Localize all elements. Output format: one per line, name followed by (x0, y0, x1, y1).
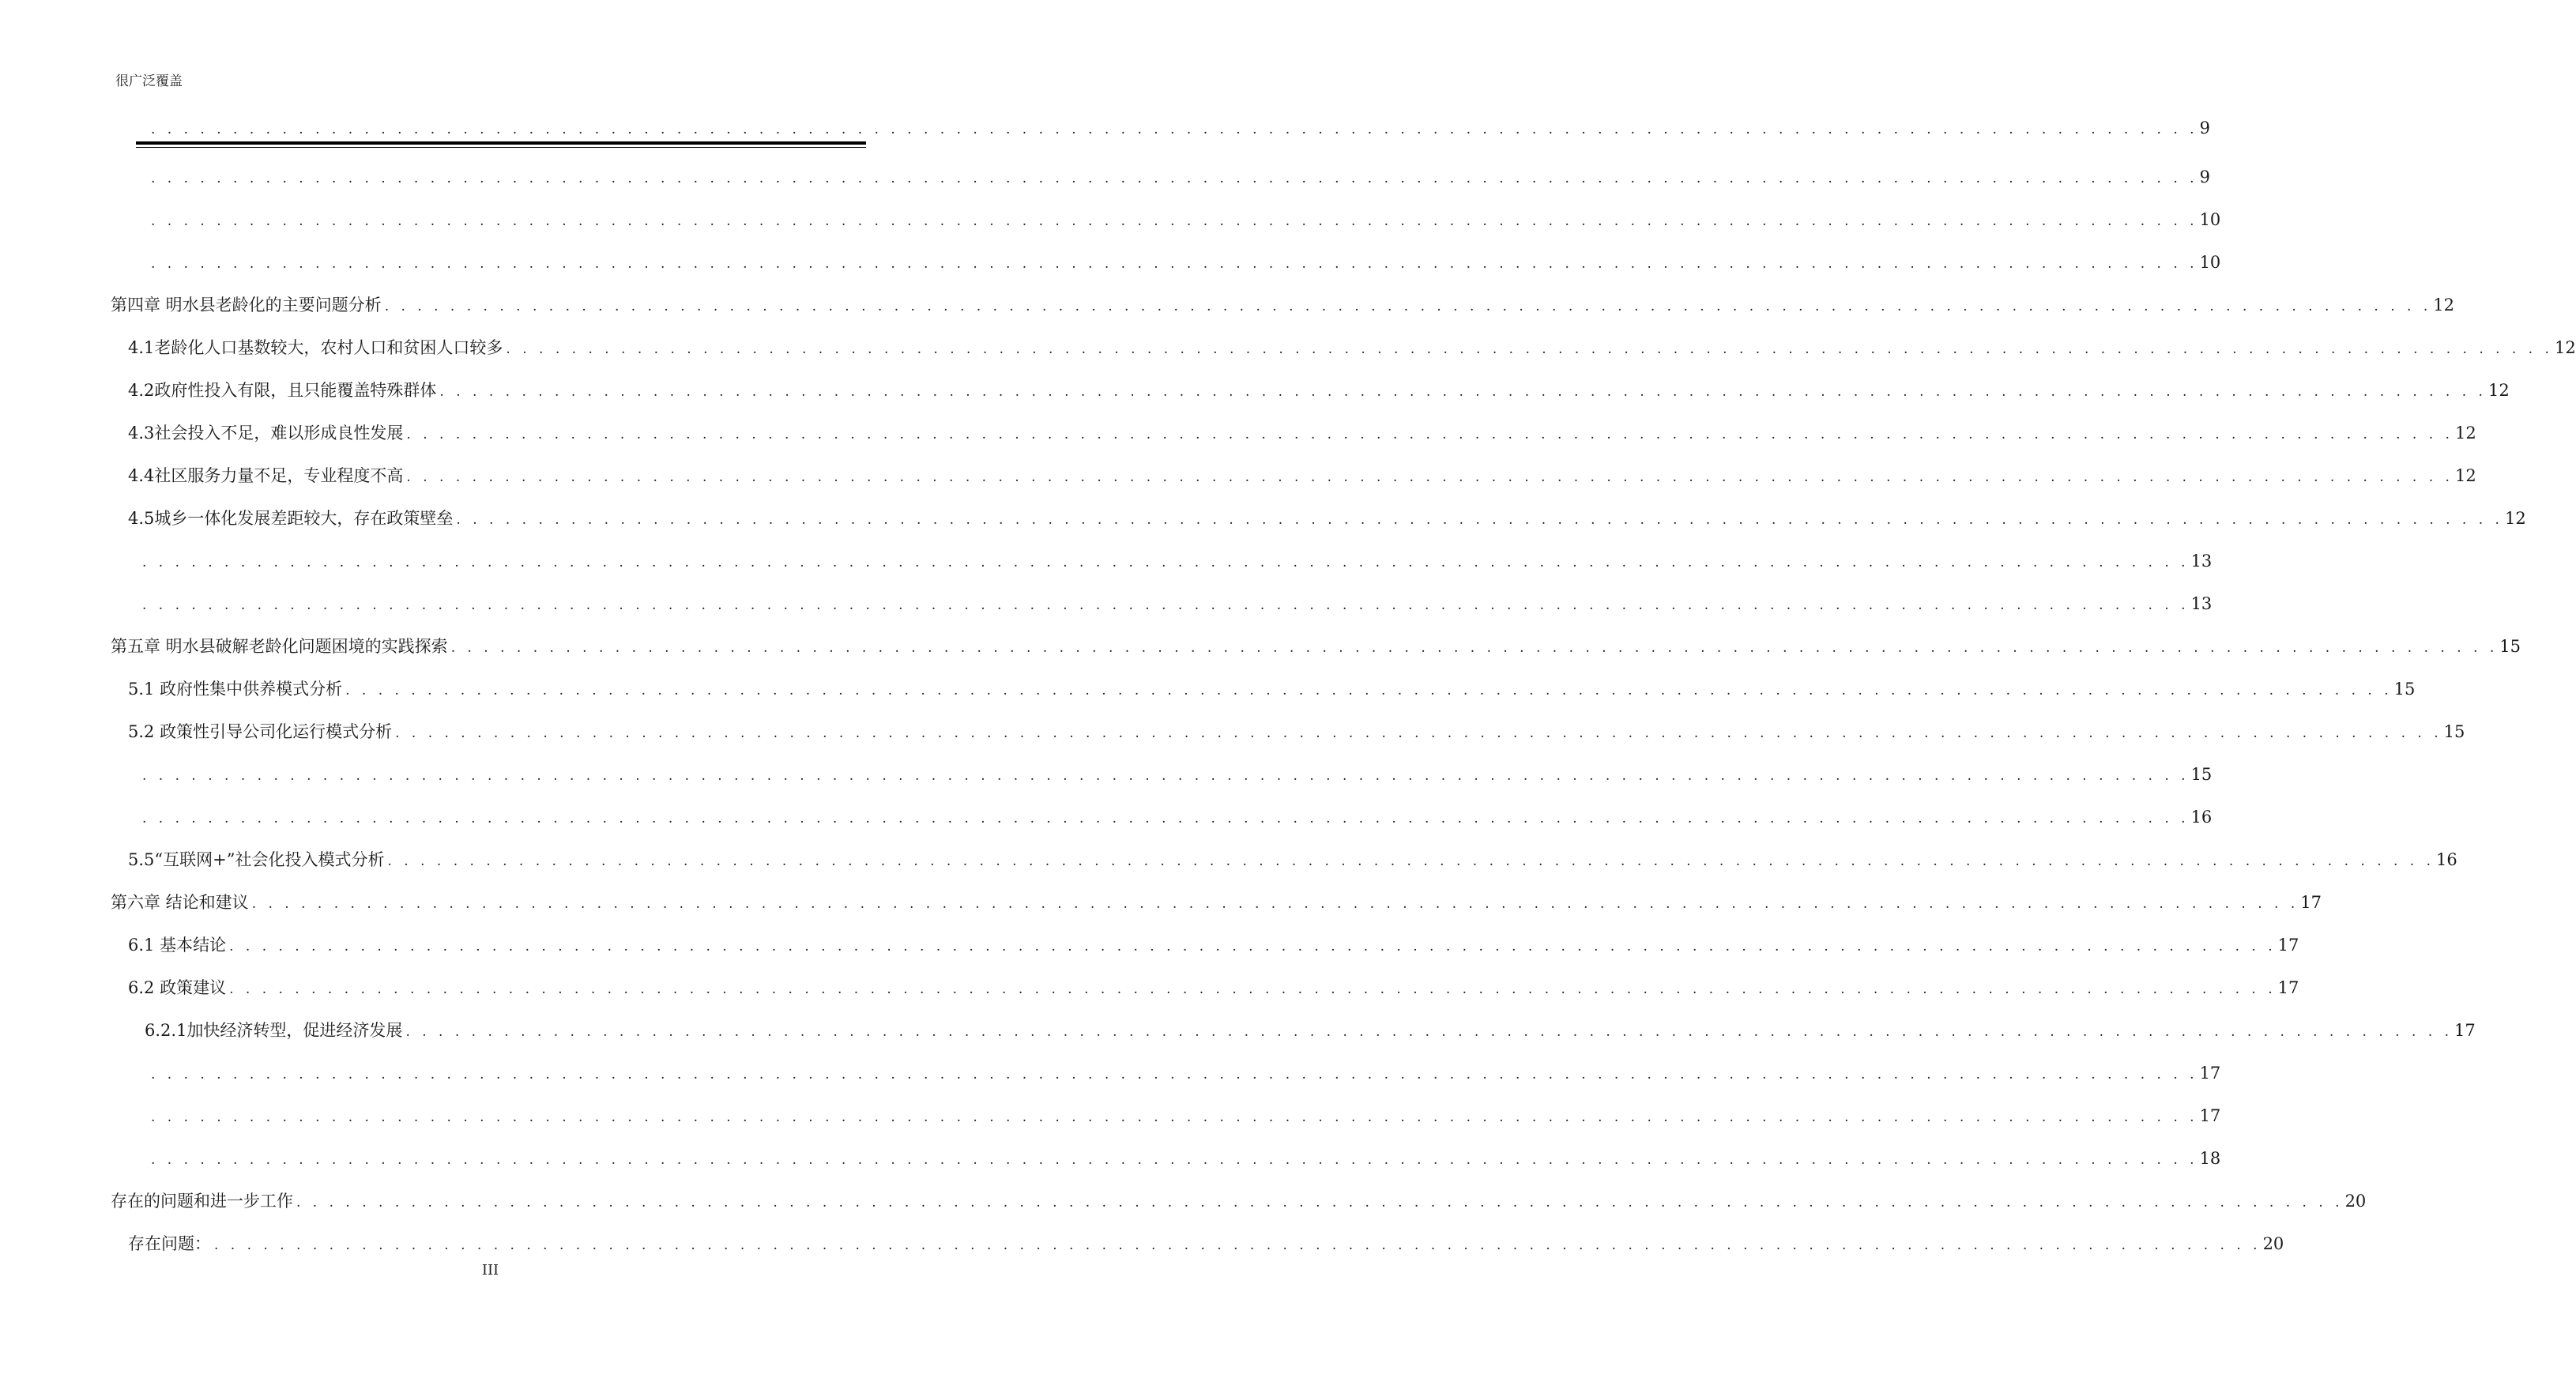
toc-entry-page: 12 (2554, 338, 2576, 357)
toc-entry-page: 12 (2487, 381, 2510, 400)
toc-entry[interactable] (148, 1144, 2221, 1169)
dot-leader: . . . . . . . . . . . . . . . . . . . . . . . . . . . . . . . . . . . . . . . . . . . . . . . . . . . . . . . . . . . . . . . . . . . . . . . . . . . . . . . . . . . . . . . . . . . . . . . . . . . . . . . . . . . . . . . . . . . . . . . . . . . . . (405, 1024, 2453, 1040)
dot-leader: . . . . . . . . . . . . . . . . . . . . . . . . . . . . . . . . . . . . . . . . . . . . . . . . . . . . . . . . . . . . . . . . . . . . . . . . . . . . . . . . . . . . . . . . . . . . . . . . . . . . . . . . . . . . . . . . . . . . . . . . . . . . . (214, 1237, 2262, 1253)
toc-entry[interactable] (148, 163, 2210, 188)
toc-entry-chapter[interactable] (111, 888, 2322, 913)
toc-entry-page: 20 (2344, 1192, 2367, 1211)
dot-leader: . . . . . . . . . . . . . . . . . . . . . . . . . . . . . . . . . . . . . . . . . . . . . . . . . . . . . . . . . . . . . . . . . . . . . . . . . . . . . . . . . . . . . . . . . . . . . . . . . . . . . . . . . . . . . . . . . . . . . . . . . . . . . (142, 768, 2190, 784)
toc-entry-page: 17 (2199, 1064, 2221, 1083)
toc-entry[interactable] (148, 1102, 2221, 1127)
page-number-footer: III (481, 1262, 499, 1279)
dot-leader: . . . . . . . . . . . . . . . . . . . . . . . . . . . . . . . . . . . . . . . . . . . . . . . . . . . . . . . . . . . . . . . . . . . . . . . . . . . . . . . . . . . . . . . . . . . . . . . . . . . . . . . . . . . . . . . . . . . . . . . . . . . . . (384, 299, 2432, 314)
toc-entry-title: 第五章 明水县破解老龄化问题困境的实践探索 (111, 637, 448, 656)
toc-entry[interactable] (148, 114, 2210, 139)
toc-entry-title: 5.2 政策性引导公司化运行模式分析 (128, 722, 393, 741)
dot-leader: . . . . . . . . . . . . . . . . . . . . . . . . . . . . . . . . . . . . . . . . . . . . . . . . . . . . . . . . . . . . . . . . . . . . . . . . . . . . . . . . . . . . . . . . . . . . . . . . . . . . . . . . . . . . . . . . . . . . . . . . . . . . . (151, 122, 2198, 137)
toc-entry-page: 16 (2190, 808, 2213, 827)
toc-entry-chapter[interactable] (111, 1187, 2367, 1212)
dot-leader: . . . . . . . . . . . . . . . . . . . . . . . . . . . . . . . . . . . . . . . . . . . . . . . . . . . . . . . . . . . . . . . . . . . . . . . . . . . . . . . . . . . . . . . . . . . . . . . . . . . . . . . . . . . . . . . . . . . . . . . . . . . . . (229, 939, 2277, 955)
toc-entry-page: 17 (2277, 936, 2299, 955)
toc-entry-title: 4.2政府性投入有限，且只能覆盖特殊群体 (128, 381, 437, 400)
toc-entry-title: 存在的问题和进一步工作 (111, 1192, 293, 1211)
toc-entry-page: 15 (2499, 637, 2521, 656)
toc-entry-title: 4.3社会投入不足，难以形成良性发展 (128, 424, 404, 443)
toc-entry-title: 第四章 明水县老龄化的主要问题分析 (111, 296, 382, 314)
toc-entry[interactable] (128, 974, 2299, 999)
toc-entry[interactable] (148, 205, 2221, 231)
dot-leader: . . . . . . . . . . . . . . . . . . . . . . . . . . . . . . . . . . . . . . . . . . . . . . . . . . . . . . . . . . . . . . . . . . . . . . . . . . . . . . . . . . . . . . . . . . . . . . . . . . . . . . . . . . . . . . . . . . . . . . . . . . . . . (395, 725, 2442, 741)
dot-leader: . . . . . . . . . . . . . . . . . . . . . . . . . . . . . . . . . . . . . . . . . . . . . . . . . . . . . . . . . . . . . . . . . . . . . . . . . . . . . . . . . . . . . . . . . . . . . . . . . . . . . . . . . . . . . . . . . . . . . . . . . . . . . (142, 811, 2190, 827)
toc-entry-page: 17 (2277, 978, 2299, 997)
dot-leader: . . . . . . . . . . . . . . . . . . . . . . . . . . . . . . . . . . . . . . . . . . . . . . . . . . . . . . . . . . . . . . . . . . . . . . . . . . . . . . . . . . . . . . . . . . . . . . . . . . . . . . . . . . . . . . . . . . . . . . . . . . . . . (450, 640, 2499, 656)
toc-entry-page: 12 (2504, 509, 2526, 528)
toc-entry-chapter[interactable] (111, 291, 2454, 316)
toc-entry[interactable] (148, 1059, 2221, 1084)
toc-entry-page: 17 (2300, 893, 2322, 912)
dot-leader: . . . . . . . . . . . . . . . . . . . . . . . . . . . . . . . . . . . . . . . . . . . . . . . . . . . . . . . . . . . . . . . . . . . . . . . . . . . . . . . . . . . . . . . . . . . . . . . . . . . . . . . . . . . . . . . . . . . . . . . . . . . . . (142, 555, 2190, 571)
dot-leader: . . . . . . . . . . . . . . . . . . . . . . . . . . . . . . . . . . . . . . . . . . . . . . . . . . . . . . . . . . . . . . . . . . . . . . . . . . . . . . . . . . . . . . . . . . . . . . . . . . . . . . . . . . . . . . . . . . . . . . . . . . . . . (151, 213, 2198, 229)
toc-entry-page: 12 (2454, 466, 2476, 485)
dot-leader: . . . . . . . . . . . . . . . . . . . . . . . . . . . . . . . . . . . . . . . . . . . . . . . . . . . . . . . . . . . . . . . . . . . . . . . . . . . . . . . . . . . . . . . . . . . . . . . . . . . . . . . . . . . . . . . . . . . . . . . . . . . . . (296, 1195, 2344, 1211)
toc-entry-page: 18 (2199, 1149, 2221, 1168)
toc-entry-page: 15 (2393, 680, 2416, 699)
toc-entry-page: 17 (2199, 1106, 2221, 1125)
dot-leader: . . . . . . . . . . . . . . . . . . . . . . . . . . . . . . . . . . . . . . . . . . . . . . . . . . . . . . . . . . . . . . . . . . . . . . . . . . . . . . . . . . . . . . . . . . . . . . . . . . . . . . . . . . . . . . . . . . . . . . . . . . . . . (406, 469, 2454, 485)
toc-entry[interactable] (128, 376, 2510, 401)
toc-entry[interactable] (148, 248, 2221, 273)
toc-entry-page: 15 (2443, 722, 2465, 741)
dot-leader: . . . . . . . . . . . . . . . . . . . . . . . . . . . . . . . . . . . . . . . . . . . . . . . . . . . . . . . . . . . . . . . . . . . . . . . . . . . . . . . . . . . . . . . . . . . . . . . . . . . . . . . . . . . . . . . . . . . . . . . . . . . . . (151, 171, 2198, 186)
toc-entry-title: 4.5城乡一体化发展差距较大，存在政策壁垒 (128, 509, 454, 528)
toc-entry-page: 16 (2436, 850, 2457, 869)
dot-leader: . . . . . . . . . . . . . . . . . . . . . . . . . . . . . . . . . . . . . . . . . . . . . . . . . . . . . . . . . . . . . . . . . . . . . . . . . . . . . . . . . . . . . . . . . . . . . . . . . . . . . . . . . . . . . . . . . . . . . . . . . . . . . (506, 341, 2553, 357)
running-header-note: 很广泛覆盖 (115, 73, 183, 89)
toc-entry-page: 17 (2454, 1021, 2476, 1040)
toc-entry-title: 5.5“互联网+”社会化投入模式分析 (128, 850, 385, 869)
toc-entry[interactable] (128, 419, 2476, 444)
toc-entry-chapter[interactable] (111, 632, 2521, 657)
toc-entry-page: 9 (2199, 119, 2210, 137)
toc-entry[interactable] (128, 846, 2457, 871)
toc-entry-page: 12 (2433, 296, 2454, 314)
toc-entry-page: 10 (2199, 253, 2221, 272)
toc-entry[interactable] (139, 547, 2213, 572)
dot-leader: . . . . . . . . . . . . . . . . . . . . . . . . . . . . . . . . . . . . . . . . . . . . . . . . . . . . . . . . . . . . . . . . . . . . . . . . . . . . . . . . . . . . . . . . . . . . . . . . . . . . . . . . . . . . . . . . . . . . . . . . . . . . . (456, 512, 2503, 528)
toc-entry[interactable] (128, 717, 2465, 743)
toc-entry[interactable] (139, 589, 2213, 615)
toc-entry[interactable] (128, 675, 2416, 700)
toc-entry-page: 13 (2190, 552, 2213, 571)
toc-entry-title: 4.4社区服务力量不足，专业程度不高 (128, 466, 404, 485)
dot-leader: . . . . . . . . . . . . . . . . . . . . . . . . . . . . . . . . . . . . . . . . . . . . . . . . . . . . . . . . . . . . . . . . . . . . . . . . . . . . . . . . . . . . . . . . . . . . . . . . . . . . . . . . . . . . . . . . . . . . . . . . . . . . . (229, 981, 2277, 997)
toc-entry-title: 4.1老龄化人口基数较大，农村人口和贫困人口较多 (128, 338, 503, 357)
toc-entry[interactable] (128, 931, 2299, 956)
toc-entry-page: 12 (2454, 424, 2476, 443)
toc-entry-title: 6.2 政策建议 (128, 978, 227, 997)
toc-entry[interactable] (139, 760, 2213, 785)
toc-entry-title: 5.1 政府性集中供养模式分析 (128, 680, 343, 699)
dot-leader: . . . . . . . . . . . . . . . . . . . . . . . . . . . . . . . . . . . . . . . . . . . . . . . . . . . . . . . . . . . . . . . . . . . . . . . . . . . . . . . . . . . . . . . . . . . . . . . . . . . . . . . . . . . . . . . . . . . . . . . . . . . . . (151, 256, 2198, 272)
dot-leader: . . . . . . . . . . . . . . . . . . . . . . . . . . . . . . . . . . . . . . . . . . . . . . . . . . . . . . . . . . . . . . . . . . . . . . . . . . . . . . . . . . . . . . . . . . . . . . . . . . . . . . . . . . . . . . . . . . . . . . . . . . . . . (142, 597, 2190, 613)
dot-leader: . . . . . . . . . . . . . . . . . . . . . . . . . . . . . . . . . . . . . . . . . . . . . . . . . . . . . . . . . . . . . . . . . . . . . . . . . . . . . . . . . . . . . . . . . . . . . . . . . . . . . . . . . . . . . . . . . . . . . . . . . . . . . (406, 427, 2454, 443)
toc-entry-title: 第六章 结论和建议 (111, 893, 249, 912)
toc-entry-page: 20 (2262, 1234, 2284, 1253)
toc-entry[interactable] (139, 803, 2213, 828)
toc-entry[interactable] (128, 504, 2526, 529)
toc-entry[interactable] (128, 1230, 2284, 1255)
dot-leader: . . . . . . . . . . . . . . . . . . . . . . . . . . . . . . . . . . . . . . . . . . . . . . . . . . . . . . . . . . . . . . . . . . . . . . . . . . . . . . . . . . . . . . . . . . . . . . . . . . . . . . . . . . . . . . . . . . . . . . . . . . . . . (151, 1067, 2198, 1083)
toc-entry-page: 9 (2199, 168, 2210, 186)
dot-leader: . . . . . . . . . . . . . . . . . . . . . . . . . . . . . . . . . . . . . . . . . . . . . . . . . . . . . . . . . . . . . . . . . . . . . . . . . . . . . . . . . . . . . . . . . . . . . . . . . . . . . . . . . . . . . . . . . . . . . . . . . . . . . (439, 384, 2487, 400)
toc-entry-title: 6.2.1加快经济转型，促进经济发展 (145, 1021, 403, 1040)
dot-leader: . . . . . . . . . . . . . . . . . . . . . . . . . . . . . . . . . . . . . . . . . . . . . . . . . . . . . . . . . . . . . . . . . . . . . . . . . . . . . . . . . . . . . . . . . . . . . . . . . . . . . . . . . . . . . . . . . . . . . . . . . . . . . (251, 896, 2299, 912)
toc-entry-page: 13 (2190, 594, 2213, 613)
toc-entry[interactable] (145, 1016, 2476, 1041)
toc-entry-page: 15 (2190, 765, 2213, 784)
toc-entry-title: 存在问题： (128, 1234, 211, 1253)
dot-leader: . . . . . . . . . . . . . . . . . . . . . . . . . . . . . . . . . . . . . . . . . . . . . . . . . . . . . . . . . . . . . . . . . . . . . . . . . . . . . . . . . . . . . . . . . . . . . . . . . . . . . . . . . . . . . . . . . . . . . . . . . . . . . (151, 1109, 2198, 1125)
dot-leader: . . . . . . . . . . . . . . . . . . . . . . . . . . . . . . . . . . . . . . . . . . . . . . . . . . . . . . . . . . . . . . . . . . . . . . . . . . . . . . . . . . . . . . . . . . . . . . . . . . . . . . . . . . . . . . . . . . . . . . . . . . . . . (387, 853, 2435, 869)
toc-entry-page: 10 (2199, 210, 2221, 229)
dot-leader: . . . . . . . . . . . . . . . . . . . . . . . . . . . . . . . . . . . . . . . . . . . . . . . . . . . . . . . . . . . . . . . . . . . . . . . . . . . . . . . . . . . . . . . . . . . . . . . . . . . . . . . . . . . . . . . . . . . . . . . . . . . . . (151, 1152, 2198, 1168)
toc-entry[interactable] (128, 461, 2476, 487)
dot-leader: . . . . . . . . . . . . . . . . . . . . . . . . . . . . . . . . . . . . . . . . . . . . . . . . . . . . . . . . . . . . . . . . . . . . . . . . . . . . . . . . . . . . . . . . . . . . . . . . . . . . . . . . . . . . . . . . . . . . . . . . . . . . . (345, 683, 2393, 699)
toc-entry-title: 6.1 基本结论 (128, 936, 227, 955)
toc-entry[interactable] (128, 333, 2576, 359)
